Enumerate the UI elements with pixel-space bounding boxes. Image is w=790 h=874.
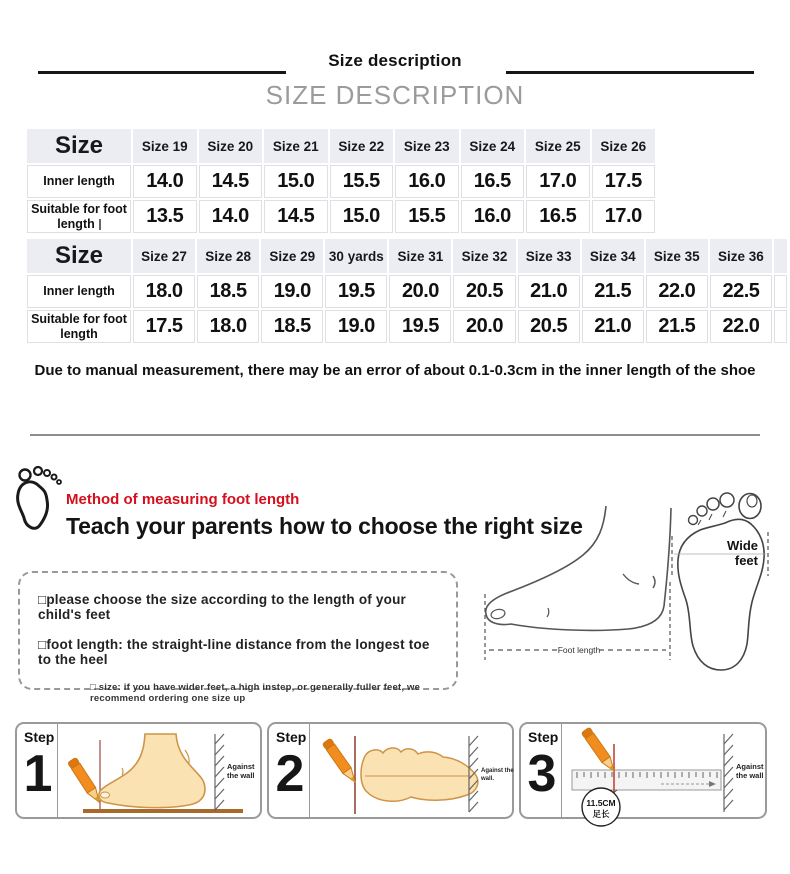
size-value-cell: 19.0 <box>261 275 323 308</box>
size-value-cell: 22.0 <box>646 275 708 308</box>
badge-measure-value: 11.5CM <box>586 798 616 808</box>
size-row-label: Inner length <box>27 275 131 308</box>
tips-box <box>18 571 458 704</box>
size-column-header: Size 29 <box>261 239 323 273</box>
size-table-corner-label: Size <box>27 239 131 273</box>
tip-line: □ size: if you have wider feet, a high instep, or generally fuller feet, we recommend ordering one size up <box>90 682 421 704</box>
size-column-header: Size 34 <box>582 239 644 273</box>
wall-hatch <box>215 734 224 811</box>
step-panel-1 <box>15 722 262 819</box>
size-value-cell: 18.5 <box>197 275 259 308</box>
step-number: 1 <box>23 745 51 803</box>
size-column-header: Size 28 <box>197 239 259 273</box>
size-value-cell: 15.5 <box>330 165 394 198</box>
size-value-cell: 13.5 <box>133 200 197 233</box>
foot-length-label: Foot length <box>557 645 601 655</box>
size-value-cell: 16.0 <box>461 200 525 233</box>
size-column-header: Size 33 <box>518 239 580 273</box>
tip-line: □please choose the size according to the length of your child's feet <box>38 592 406 622</box>
size-value-cell: 14.0 <box>199 200 263 233</box>
size-value-cell: 16.0 <box>395 165 459 198</box>
size-value-cell: 15.0 <box>330 200 394 233</box>
size-table-small <box>25 127 657 235</box>
size-row-label: Suitable for foot length <box>27 200 131 233</box>
section-divider <box>30 434 760 436</box>
size-value-cell: 20.0 <box>453 310 515 343</box>
size-table-row <box>27 200 655 233</box>
pencil-icon <box>68 757 104 804</box>
size-value-cell: 18.0 <box>133 275 195 308</box>
size-column-header: Size 22 <box>330 129 394 163</box>
wall-hatch <box>724 734 733 812</box>
step-number: 3 <box>527 745 555 803</box>
step-side <box>269 724 310 817</box>
bottom-foot-illustration <box>660 490 782 678</box>
size-table-row <box>27 310 787 343</box>
against-wall-label-2: wall. <box>481 776 495 782</box>
step3-illustration <box>561 724 764 817</box>
ruler <box>572 770 721 790</box>
step-side <box>17 724 58 817</box>
method-title: Method of measuring foot length <box>66 491 300 508</box>
size-column-header: Size 26 <box>592 129 656 163</box>
step1-illustration <box>57 724 260 817</box>
size-value-cell: 17.5 <box>133 310 195 343</box>
size-column-header-stub <box>774 239 787 273</box>
size-column-header: Size 19 <box>133 129 197 163</box>
step-side <box>521 724 562 817</box>
size-value-cell: 19.5 <box>325 275 387 308</box>
against-wall-label-1: Against the <box>481 768 514 774</box>
size-value-cell: 14.0 <box>133 165 197 198</box>
step-label: Step <box>528 729 559 745</box>
step-number: 2 <box>275 745 303 803</box>
size-value-cell: 21.5 <box>582 275 644 308</box>
against-wall-label-2: the wall <box>736 771 764 780</box>
step-label: Step <box>24 729 55 745</box>
size-table-corner-label: Size <box>27 129 131 163</box>
size-value-cell: 17.5 <box>592 165 656 198</box>
size-column-header: 30 yards <box>325 239 387 273</box>
footprint-icon <box>13 466 67 534</box>
size-row-label: Suitable for foot length <box>27 310 131 343</box>
size-column-header: Size 36 <box>710 239 772 273</box>
size-value-cell: 16.5 <box>461 165 525 198</box>
size-column-header: Size 31 <box>389 239 451 273</box>
size-value-cell: 22.5 <box>710 275 772 308</box>
size-value-stub <box>774 275 787 308</box>
size-value-cell: 21.0 <box>582 310 644 343</box>
page-title: Size description <box>328 51 462 70</box>
title-rule-left <box>38 71 286 74</box>
step-label: Step <box>276 729 307 745</box>
tip-line: □foot length: the straight-line distance from the longest toe to the heel <box>38 637 430 667</box>
size-value-cell: 17.0 <box>526 165 590 198</box>
size-value-cell: 20.5 <box>518 310 580 343</box>
size-value-cell: 17.0 <box>592 200 656 233</box>
side-foot-illustration <box>473 498 688 670</box>
wide-feet-label-1: Wide <box>727 538 758 553</box>
size-value-cell: 14.5 <box>199 165 263 198</box>
size-table-large <box>25 237 789 345</box>
size-column-header: Size 24 <box>461 129 525 163</box>
step2-illustration <box>309 724 512 817</box>
size-value-cell: 18.0 <box>197 310 259 343</box>
size-column-header: Size 25 <box>526 129 590 163</box>
method-headline: Teach your parents how to choose the right size <box>66 513 583 539</box>
wide-feet-label-2: feet <box>734 553 758 568</box>
title-rule-right <box>506 71 754 74</box>
against-wall-label-1: Against <box>227 762 255 771</box>
size-row-label: Inner length <box>27 165 131 198</box>
size-column-header: Size 27 <box>133 239 195 273</box>
step-panel-3 <box>519 722 767 819</box>
size-column-header: Size 32 <box>453 239 515 273</box>
size-value-cell: 19.0 <box>325 310 387 343</box>
size-table-row <box>27 165 655 198</box>
size-column-header: Size 20 <box>199 129 263 163</box>
page-subtitle: SIZE DESCRIPTION <box>265 80 525 110</box>
pencil-icon <box>322 738 359 785</box>
size-value-cell: 16.5 <box>526 200 590 233</box>
size-value-stub <box>774 310 787 343</box>
size-value-cell: 14.5 <box>264 200 328 233</box>
size-value-cell: 20.0 <box>389 275 451 308</box>
size-value-cell: 21.0 <box>518 275 580 308</box>
badge-measure-sublabel: 足长 <box>592 809 610 819</box>
size-value-cell: 21.5 <box>646 310 708 343</box>
size-value-cell: 22.0 <box>710 310 772 343</box>
size-value-cell: 18.5 <box>261 310 323 343</box>
size-value-cell: 20.5 <box>453 275 515 308</box>
size-column-header: Size 21 <box>264 129 328 163</box>
size-value-cell: 15.0 <box>264 165 328 198</box>
measurement-note: Due to manual measurement, there may be an error of about 0.1-0.3cm in the inner length of the shoe <box>34 362 756 379</box>
against-wall-label-1: Against <box>736 762 764 771</box>
step-panel-2 <box>267 722 514 819</box>
size-column-header: Size 23 <box>395 129 459 163</box>
text-cursor-icon <box>99 219 101 230</box>
size-value-cell: 19.5 <box>389 310 451 343</box>
against-wall-label-2: the wall <box>227 771 255 780</box>
size-value-cell: 15.5 <box>395 200 459 233</box>
pencil-icon <box>581 727 618 774</box>
size-column-header: Size 35 <box>646 239 708 273</box>
size-table-row <box>27 275 787 308</box>
